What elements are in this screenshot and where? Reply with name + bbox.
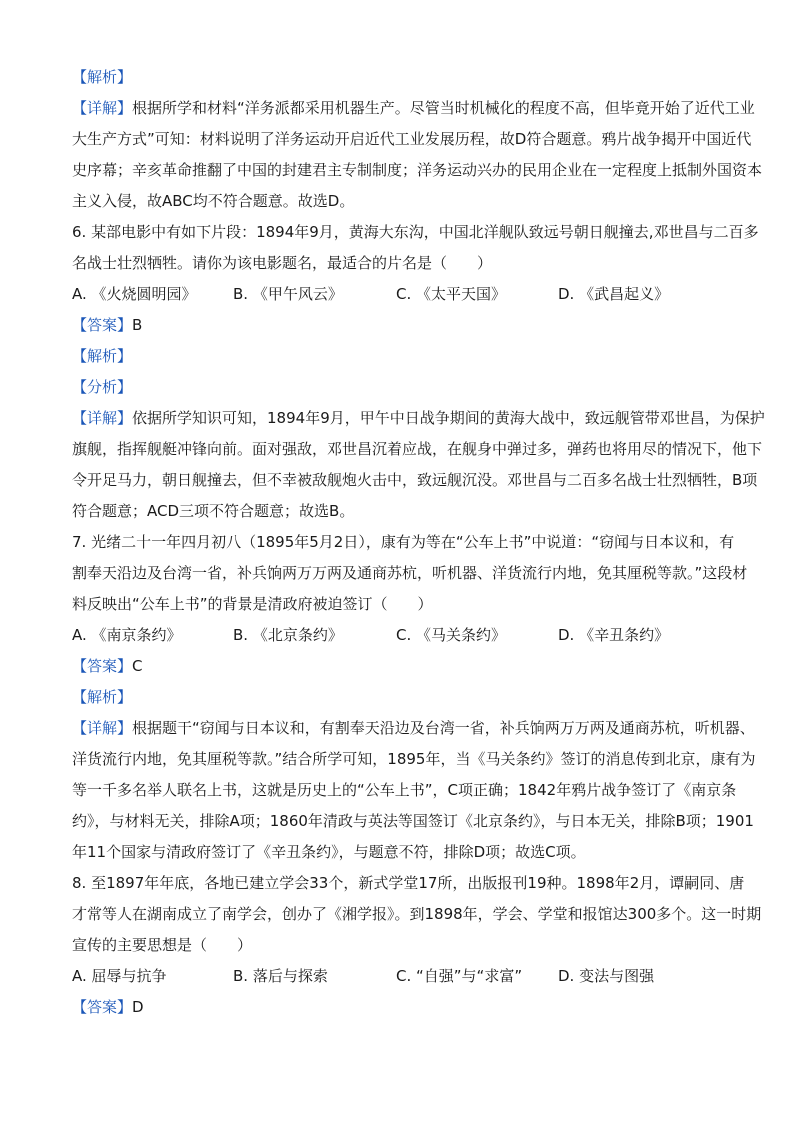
option-d: D. 《辛丑条约》 xyxy=(558,626,670,644)
detail-heading: 【详解】 xyxy=(72,719,133,737)
question-6-options xyxy=(72,279,722,310)
detail-line: 旗舰，指挥舰艇冲锋向前。面对强敌，邓世昌沉着应战，在舰身中弹过多，弹药也将用尽的情况下，他下 xyxy=(72,440,763,458)
question-8-stem: 8. 至1897年年底，各地已建立学会33个，新式学堂17所，出版报刊19种。1898年2月，谭嗣同、唐 xyxy=(72,874,745,892)
detail-line: 【详解】依据所学知识可知，1894年9月，甲午中日战争期间的黄海大战中，致远舰管带邓世昌，为保护 xyxy=(72,409,765,427)
detail-heading: 【详解】 xyxy=(72,409,133,427)
detail-line: 洋货流行内地，免其厘税等款。”结合所学可知，1895年，当《马关条约》签订的消息传到北京，康有为 xyxy=(72,750,756,768)
answer-line xyxy=(72,651,722,682)
detail-line: 主义入侵，故ABC均不符合题意。故选D。 xyxy=(72,192,355,210)
option-b: B. 《甲午风云》 xyxy=(233,285,343,303)
analysis-heading: 【解析】 xyxy=(72,347,133,365)
detail-line: 约》，与材料无关，排除A项；1860年清政与英法等国签订《北京条约》，与日本无关，排除B项；1901 xyxy=(72,812,754,830)
detail-line: 【详解】根据题干“窃闻与日本议和，有割奉天沿边及台湾一省，补兵饷两万万两及通商苏杭，听机器、 xyxy=(72,719,755,737)
detail-line: 史序幕；辛亥革命推翻了中国的封建君主专制制度；洋务运动兴办的民用企业在一定程度上抵制外国资本 xyxy=(72,161,763,179)
question-7-stem: 料反映出“公车上书”的背景是清政府被迫签订（ ） xyxy=(72,595,433,613)
option-a: A. 《火烧圆明园》 xyxy=(72,285,197,303)
answer-heading: 【答案】 xyxy=(72,998,133,1016)
option-c: C. “自强”与“求富” xyxy=(396,967,523,985)
detail-line: 令开足马力，朝日舰撞去，但不幸被敌舰炮火击中，致远舰沉没。邓世昌与二百多名战士壮烈牺牲，B项 xyxy=(72,471,758,489)
question-6-stem: 名战士壮烈牺牲。请你为该电影题名，最适合的片名是（ ） xyxy=(72,254,493,272)
question-7-stem: 割奉天沿边及台湾一省，补兵饷两万万两及通商苏杭，听机器、洋货流行内地，免其厘税等款。”这段材 xyxy=(72,564,748,582)
detail-heading: 【详解】 xyxy=(72,99,133,117)
answer-line xyxy=(72,310,722,341)
answer-line xyxy=(72,992,722,1023)
analysis-heading: 【解析】 xyxy=(72,688,133,706)
question-8-options xyxy=(72,961,722,992)
detail-line: 大生产方式”可知：材料说明了洋务运动开启近代工业发展历程，故D符合题意。鸦片战争揭开中国近代 xyxy=(72,130,752,148)
detail-line: 【详解】根据所学和材料“洋务派都采用机器生产。尽管当时机械化的程度不高，但毕竟开始了近代工业 xyxy=(72,99,755,117)
detail-line: 等一千多名举人联名上书，这就是历史上的“公车上书”，C项正确；1842年鸦片战争签订了《南京条 xyxy=(72,781,737,799)
option-d: D. 《武昌起义》 xyxy=(558,285,670,303)
question-8-stem: 才常等人在湖南成立了南学会，创办了《湘学报》。到1898年，学会、学堂和报馆达300多个。这一时期 xyxy=(72,905,762,923)
analysis-heading: 【解析】 xyxy=(72,68,133,86)
page-content xyxy=(72,62,765,1023)
option-d: D. 变法与图强 xyxy=(558,967,655,985)
question-8-stem: 宣传的主要思想是（ ） xyxy=(72,936,253,954)
question-7-options xyxy=(72,620,722,651)
question-7-stem: 7. 光绪二十一年四月初八（1895年5月2日），康有为等在“公车上书”中说道：“窃闻与日本议和，有 xyxy=(72,533,735,551)
option-a: A. 《南京条约》 xyxy=(72,626,182,644)
fenxi-heading: 【分析】 xyxy=(72,378,133,396)
option-c: C. 《太平天国》 xyxy=(396,285,507,303)
answer-value: C xyxy=(132,657,143,675)
question-6-stem: 6. 某部电影中有如下片段：1894年9月，黄海大东沟，中国北洋舰队致远号朝日舰撞去,邓世昌与二百多 xyxy=(72,223,759,241)
detail-line: 年11个国家与清政府签订了《辛丑条约》，与题意不符，排除D项；故选C项。 xyxy=(72,843,586,861)
answer-value: D xyxy=(132,998,144,1016)
option-c: C. 《马关条约》 xyxy=(396,626,507,644)
detail-line: 符合题意；ACD三项不符合题意；故选B。 xyxy=(72,502,355,520)
answer-heading: 【答案】 xyxy=(72,657,133,675)
answer-heading: 【答案】 xyxy=(72,316,133,334)
option-b: B. 《北京条约》 xyxy=(233,626,343,644)
option-a: A. 屈辱与抗争 xyxy=(72,967,167,985)
option-b: B. 落后与探索 xyxy=(233,967,328,985)
answer-value: B xyxy=(132,316,143,334)
